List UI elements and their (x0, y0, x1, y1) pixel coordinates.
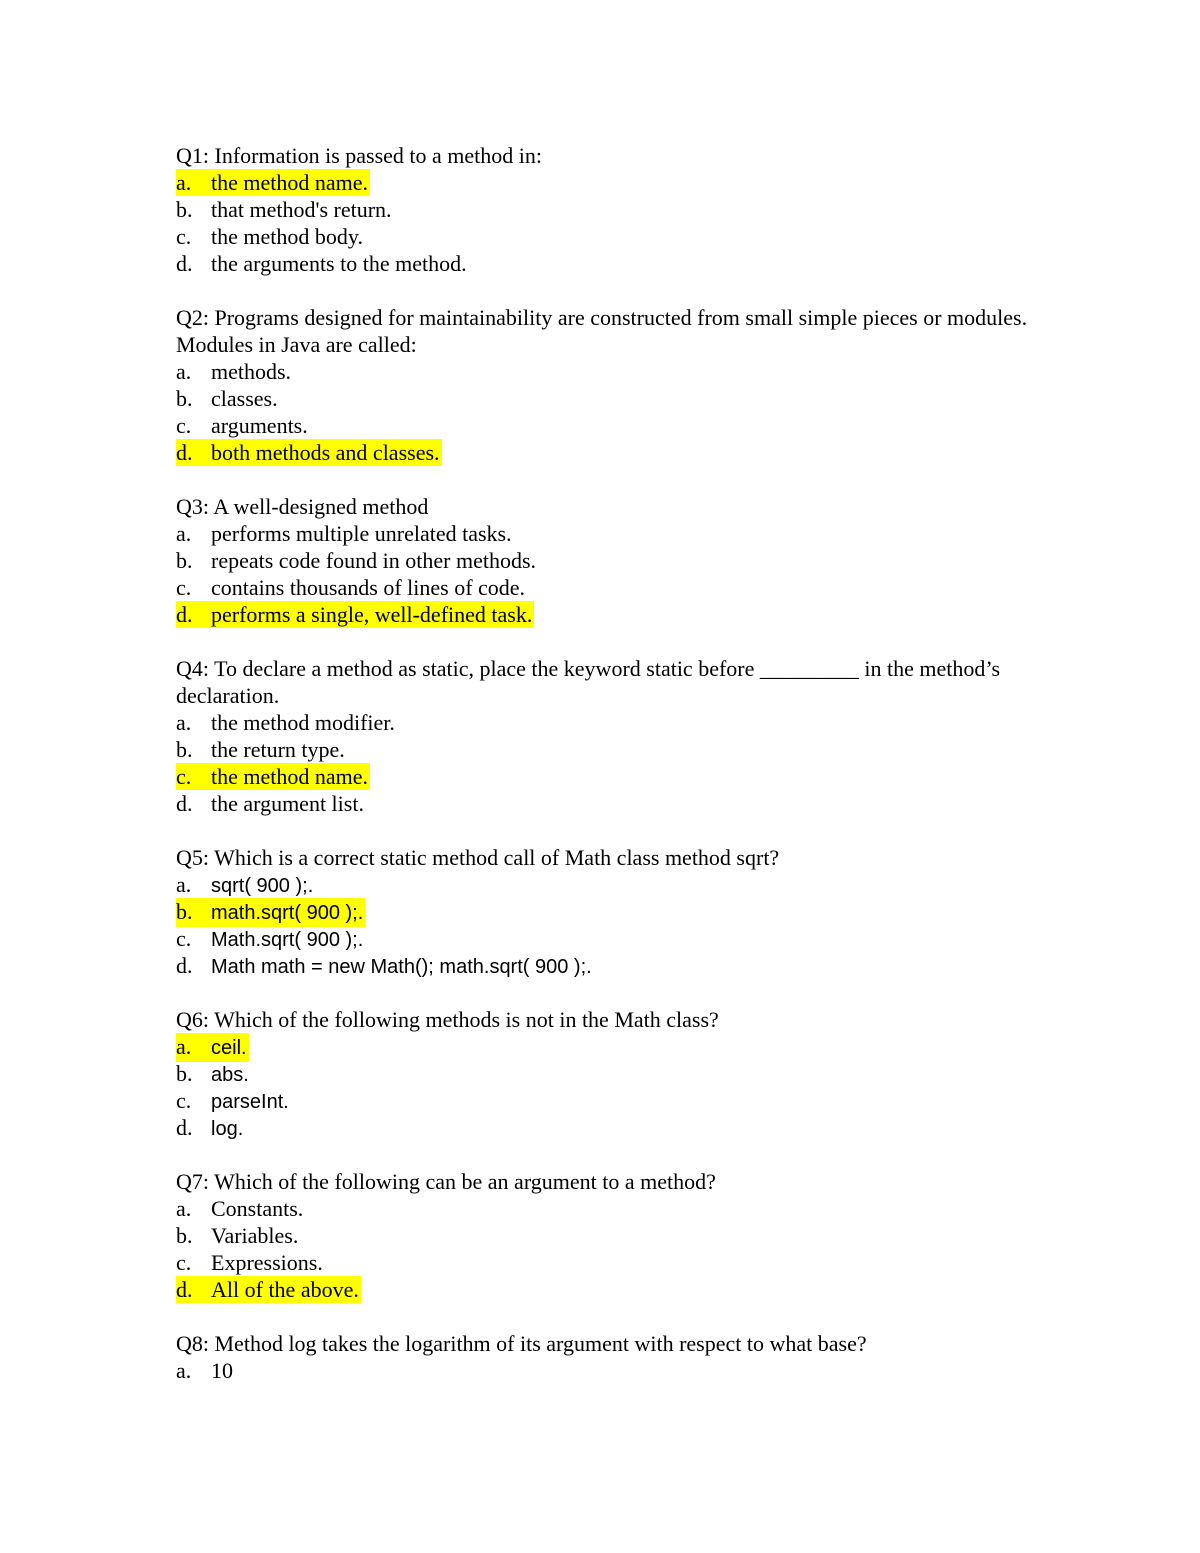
answer-text-wrap (176, 358, 293, 385)
option-letter: a. (176, 521, 192, 546)
answer-option (176, 709, 1036, 736)
highlighted-answer (176, 169, 370, 196)
option-text: that method's return. (211, 197, 392, 222)
option-letter: c. (176, 1250, 192, 1275)
answer-option (176, 898, 1036, 925)
answer-text-wrap (176, 952, 594, 981)
option-text: sqrt( 900 );. (211, 875, 314, 897)
answer-option (176, 1087, 1036, 1114)
option-letter: a. (176, 1034, 192, 1059)
option-letter: c. (176, 224, 192, 249)
highlighted-answer (176, 1033, 249, 1062)
answer-text-wrap (176, 1114, 245, 1143)
answer-text-wrap (176, 1087, 291, 1116)
option-letter: a. (176, 1358, 192, 1383)
option-letter: d. (176, 1277, 193, 1302)
answer-text-wrap (176, 1060, 251, 1089)
highlighted-answer (176, 439, 442, 466)
question-block (176, 304, 1036, 466)
highlighted-answer (176, 763, 370, 790)
answer-option (176, 925, 1036, 952)
answer-text-wrap (176, 1222, 300, 1249)
option-letter: d. (176, 440, 193, 465)
option-letter: c. (176, 1088, 192, 1113)
answer-option (176, 520, 1036, 547)
answer-option (176, 439, 1036, 466)
answer-text-wrap (176, 196, 394, 223)
option-text: the method name. (211, 764, 369, 789)
question-stem: Q2: Programs designed for maintainability are constructed from small simple pieces or modules. Modules in Java are called: (176, 305, 1028, 357)
question-block (176, 1168, 1036, 1303)
option-letter: b. (176, 386, 193, 411)
option-text: 10 (211, 1358, 233, 1383)
answer-text-wrap (176, 520, 514, 547)
option-text: abs. (211, 1064, 249, 1086)
question-stem: Q7: Which of the following can be an argument to a method? (176, 1169, 716, 1194)
option-text: arguments. (211, 413, 308, 438)
answer-option (176, 1033, 1036, 1060)
question-block (176, 1006, 1036, 1141)
option-text: Constants. (211, 1196, 304, 1221)
option-text: the return type. (211, 737, 345, 762)
answer-option (176, 574, 1036, 601)
question-block (176, 493, 1036, 628)
answer-text-wrap (176, 250, 469, 277)
option-text: repeats code found in other methods. (211, 548, 537, 573)
option-text: log. (211, 1118, 244, 1140)
option-text: ceil. (211, 1037, 247, 1059)
option-text: the method name. (211, 170, 369, 195)
answer-text-wrap (176, 574, 527, 601)
option-letter: d. (176, 953, 193, 978)
option-text: Expressions. (211, 1250, 323, 1275)
answer-text-wrap (176, 1195, 305, 1222)
option-letter: a. (176, 359, 192, 384)
highlighted-answer (176, 1276, 361, 1303)
option-letter: d. (176, 1115, 193, 1140)
highlighted-answer (176, 898, 365, 927)
question-stem: Q6: Which of the following methods is not in the Math class? (176, 1007, 719, 1032)
answer-option (176, 358, 1036, 385)
option-text: performs a single, well-defined task. (211, 602, 533, 627)
answer-text-wrap (176, 547, 538, 574)
option-text: parseInt. (211, 1091, 289, 1113)
answer-option (176, 196, 1036, 223)
answer-option (176, 169, 1036, 196)
question-stem: Q4: To declare a method as static, place the keyword static before _________ in the method’s declaration. (176, 656, 1001, 708)
answer-option (176, 736, 1036, 763)
answer-text-wrap (176, 412, 310, 439)
answer-option (176, 952, 1036, 979)
question-stem: Q5: Which is a correct static method call of Math class method sqrt? (176, 845, 780, 870)
question-block (176, 655, 1036, 817)
answer-option (176, 763, 1036, 790)
option-text: contains thousands of lines of code. (211, 575, 526, 600)
answer-text-wrap (176, 223, 365, 250)
option-letter: b. (176, 548, 193, 573)
option-text: methods. (211, 359, 292, 384)
option-letter: b. (176, 737, 193, 762)
option-letter: a. (176, 170, 192, 195)
option-letter: a. (176, 1196, 192, 1221)
answer-text-wrap (176, 925, 365, 954)
answer-text-wrap (176, 790, 366, 817)
answer-option (176, 1195, 1036, 1222)
question-stem: Q8: Method log takes the logarithm of its argument with respect to what base? (176, 1331, 867, 1356)
option-text: Variables. (211, 1223, 299, 1248)
answer-option (176, 1357, 1036, 1384)
answer-option (176, 1114, 1036, 1141)
answer-text-wrap (176, 1249, 325, 1276)
option-text: All of the above. (211, 1277, 359, 1302)
quiz-document (176, 142, 1036, 1411)
answer-option (176, 412, 1036, 439)
answer-text-wrap (176, 709, 397, 736)
option-letter: a. (176, 710, 192, 735)
option-letter: b. (176, 197, 193, 222)
option-letter: c. (176, 764, 192, 789)
option-text: the method body. (211, 224, 363, 249)
option-text: the method modifier. (211, 710, 395, 735)
option-text: performs multiple unrelated tasks. (211, 521, 512, 546)
answer-option (176, 790, 1036, 817)
answer-option (176, 601, 1036, 628)
option-letter: b. (176, 1061, 193, 1086)
option-text: classes. (211, 386, 278, 411)
answer-text-wrap (176, 1357, 235, 1384)
question-stem: Q3: A well-designed method (176, 494, 429, 519)
option-text: Math math = new Math(); math.sqrt( 900 );. (211, 956, 592, 978)
answer-text-wrap (176, 871, 315, 900)
option-text: Math.sqrt( 900 );. (211, 929, 364, 951)
question-block (176, 844, 1036, 979)
question-block (176, 1330, 1036, 1384)
answer-option (176, 547, 1036, 574)
option-letter: d. (176, 791, 193, 816)
option-text: the argument list. (211, 791, 364, 816)
question-block (176, 142, 1036, 277)
option-letter: c. (176, 575, 192, 600)
answer-text-wrap (176, 385, 280, 412)
option-text: both methods and classes. (211, 440, 440, 465)
option-text: the arguments to the method. (211, 251, 467, 276)
answer-text-wrap (176, 736, 347, 763)
option-letter: d. (176, 251, 193, 276)
answer-option (176, 385, 1036, 412)
option-letter: c. (176, 926, 192, 951)
question-stem: Q1: Information is passed to a method in: (176, 143, 542, 168)
answer-option (176, 1276, 1036, 1303)
option-letter: b. (176, 899, 193, 924)
answer-option (176, 1249, 1036, 1276)
option-text: math.sqrt( 900 );. (211, 902, 364, 924)
highlighted-answer (176, 601, 534, 628)
option-letter: a. (176, 872, 192, 897)
answer-option (176, 223, 1036, 250)
answer-option (176, 250, 1036, 277)
answer-option (176, 871, 1036, 898)
option-letter: b. (176, 1223, 193, 1248)
answer-option (176, 1222, 1036, 1249)
answer-option (176, 1060, 1036, 1087)
option-letter: c. (176, 413, 192, 438)
option-letter: d. (176, 602, 193, 627)
